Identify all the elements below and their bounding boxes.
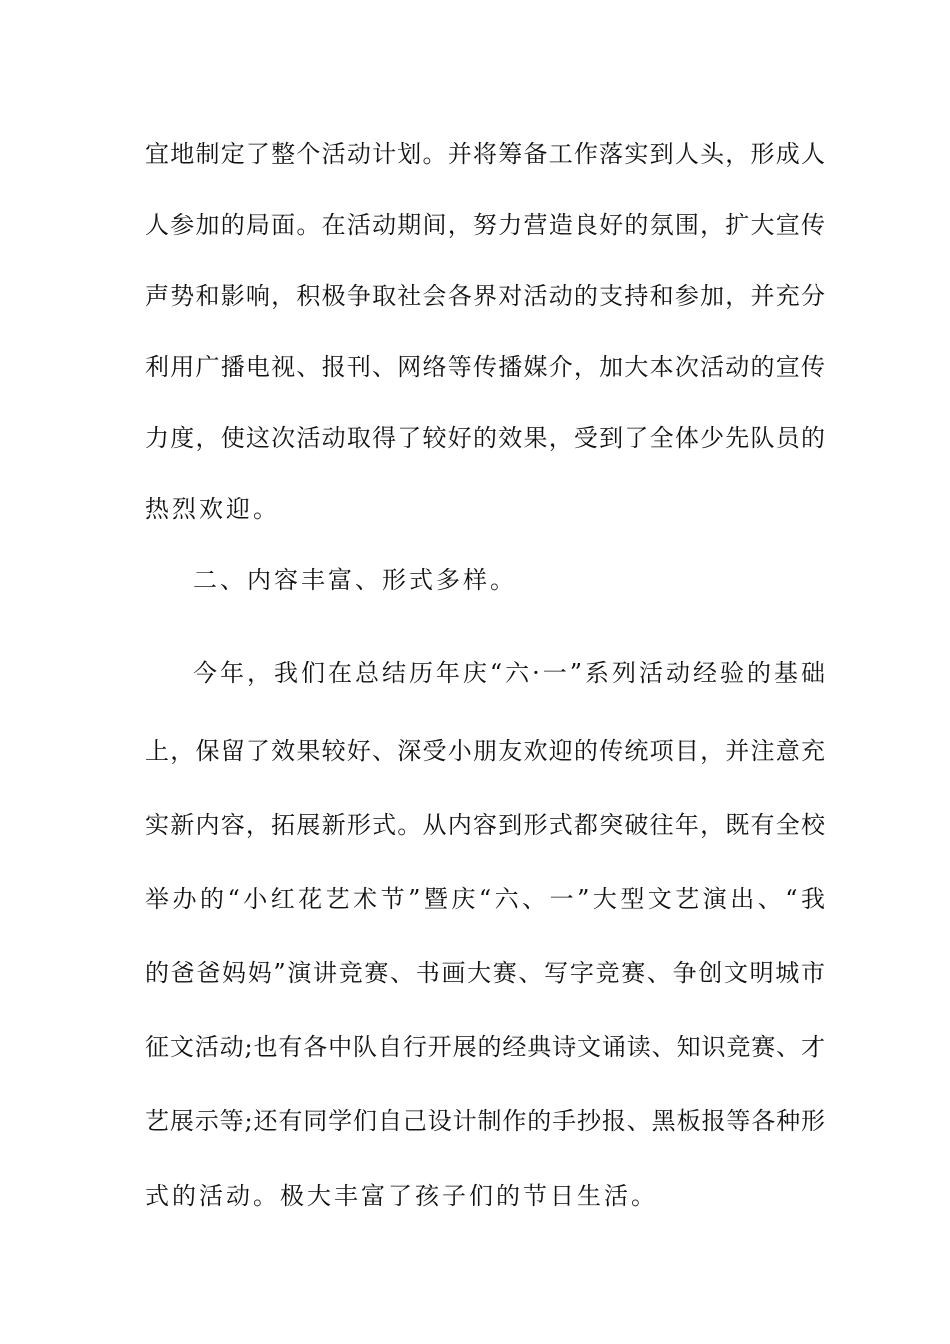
paragraph-2-line-8: 式的活动。极大丰富了孩子们的节日生活。 bbox=[145, 1182, 658, 1210]
section-heading: 二、内容丰富、形式多样。 bbox=[193, 566, 517, 594]
paragraph-1-line-2: 人参加的局面。在活动期间，努力营造良好的氛围，扩大宣传 bbox=[145, 211, 825, 239]
paragraph-2-line-7: 艺展示等;还有同学们自己设计制作的手抄报、黑板报等各种形 bbox=[145, 1107, 825, 1135]
paragraph-1-line-3: 声势和影响，积极争取社会各界对活动的支持和参加，并充分 bbox=[145, 282, 825, 310]
paragraph-1-line-5: 力度，使这次活动取得了较好的效果，受到了全体少先队员的 bbox=[145, 424, 825, 452]
paragraph-2-line-1: 今年，我们在总结历年庆“六·一”系列活动经验的基础 bbox=[193, 659, 825, 687]
paragraph-1-line-4: 利用广播电视、报刊、网络等传播媒介，加大本次活动的宣传 bbox=[145, 353, 825, 381]
paragraph-1-line-1: 宜地制定了整个活动计划。并将筹备工作落实到人头，形成人 bbox=[145, 140, 825, 168]
paragraph-2-line-2: 上，保留了效果较好、深受小朋友欢迎的传统项目，并注意充 bbox=[145, 737, 825, 765]
paragraph-2-line-4: 举办的“小红花艺术节”暨庆“六、一”大型文艺演出、“我 bbox=[145, 885, 825, 913]
paragraph-2-line-3: 实新内容，拓展新形式。从内容到形式都突破往年，既有全校 bbox=[145, 811, 825, 839]
paragraph-2-line-6: 征文活动;也有各中队自行开展的经典诗文诵读、知识竞赛、才 bbox=[145, 1033, 825, 1061]
paragraph-2-line-5: 的爸爸妈妈”演讲竞赛、书画大赛、写字竞赛、争创文明城市 bbox=[145, 959, 825, 987]
paragraph-1-line-6: 热烈欢迎。 bbox=[145, 495, 280, 523]
